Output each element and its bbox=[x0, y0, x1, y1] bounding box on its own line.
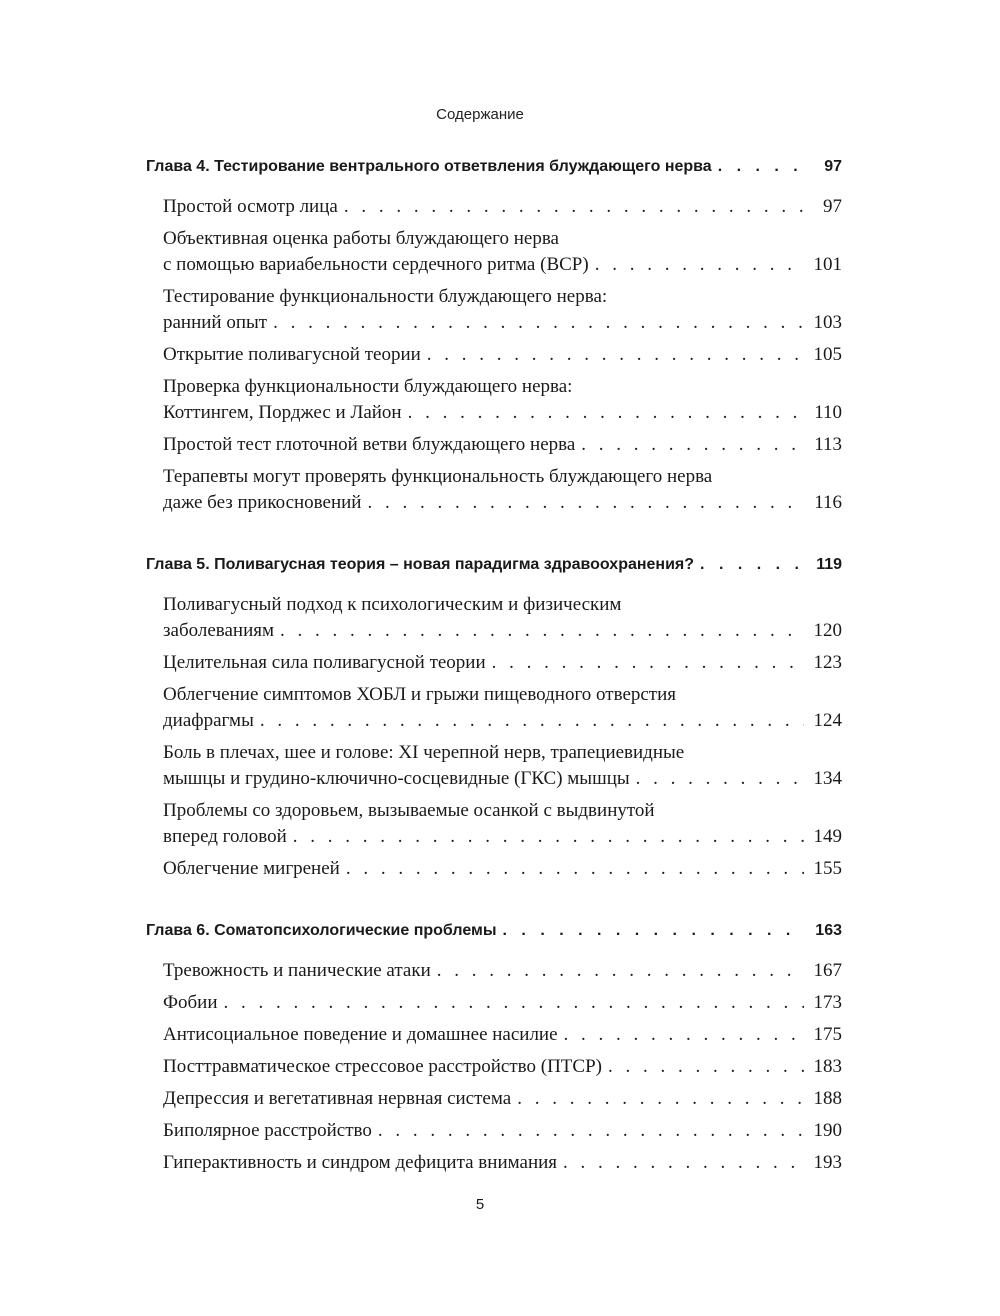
toc-entry-text: заболеваниям bbox=[163, 620, 275, 641]
toc-entry-page-number: 116 bbox=[814, 492, 842, 513]
toc-entry-text: Простой осмотр лица bbox=[163, 196, 338, 217]
table-of-contents bbox=[146, 158, 842, 1182]
toc-entry-text: мышцы и грудино-ключично-сосцевидные (ГКС) мышцы bbox=[163, 768, 630, 789]
toc-entry[interactable] bbox=[163, 1118, 842, 1144]
toc-entry-page-number: 193 bbox=[813, 1152, 842, 1173]
toc-entry-text: Тестирование функциональности блуждающего нерва: bbox=[163, 286, 608, 307]
toc-entry[interactable] bbox=[163, 650, 842, 676]
dot-leader bbox=[344, 194, 804, 220]
chapter-title: Глава 5. Поливагусная теория – новая парадигма здравоохранения? bbox=[146, 556, 695, 573]
page-header: Содержание bbox=[436, 106, 524, 123]
dot-leader bbox=[260, 708, 804, 734]
toc-entry[interactable] bbox=[163, 1150, 842, 1176]
chapter-page-number: 119 bbox=[816, 556, 842, 573]
toc-entry-text: Проверка функциональности блуждающего нерва: bbox=[163, 376, 573, 397]
toc-entry[interactable] bbox=[163, 1022, 842, 1048]
toc-entry-page-number: 103 bbox=[813, 312, 842, 333]
toc-entry-page-number: 173 bbox=[813, 992, 842, 1013]
chapter-block bbox=[146, 556, 842, 882]
toc-entry-page-number: 123 bbox=[813, 652, 842, 673]
dot-leader bbox=[437, 958, 804, 984]
chapter-page-number: 97 bbox=[824, 158, 842, 175]
toc-entry[interactable] bbox=[163, 958, 842, 984]
toc-entry-page-number: 101 bbox=[813, 254, 842, 275]
toc-entry-page-number: 188 bbox=[813, 1088, 842, 1109]
dot-leader bbox=[718, 158, 804, 176]
chapter-heading[interactable] bbox=[146, 158, 842, 184]
toc-entry-text: Целительная сила поливагусной теории bbox=[163, 652, 486, 673]
toc-entry[interactable] bbox=[163, 592, 842, 644]
toc-entry-text: Открытие поливагусной теории bbox=[163, 344, 421, 365]
toc-entry[interactable] bbox=[163, 990, 842, 1016]
toc-entry-page-number: 105 bbox=[813, 344, 842, 365]
toc-entry-text: Терапевты могут проверять функциональность блуждающего нерва bbox=[163, 466, 713, 487]
dot-leader bbox=[346, 856, 804, 882]
chapter-title: Глава 4. Тестирование вентрального ответвления блуждающего нерва bbox=[146, 158, 712, 175]
dot-leader bbox=[224, 990, 804, 1016]
chapter-heading[interactable] bbox=[146, 556, 842, 582]
toc-entry-page-number: 110 bbox=[814, 402, 842, 423]
dot-leader bbox=[293, 824, 804, 850]
toc-entry-text: Биполярное расстройство bbox=[163, 1120, 372, 1141]
toc-entry[interactable] bbox=[163, 342, 842, 368]
toc-entry[interactable] bbox=[163, 194, 842, 220]
dot-leader bbox=[280, 618, 803, 644]
toc-entry-text: Проблемы со здоровьем, вызываемые осанкой с выдвинутой bbox=[163, 800, 655, 821]
toc-entry-text: Коттингем, Порджес и Лайон bbox=[163, 402, 402, 423]
dot-leader bbox=[503, 922, 804, 940]
toc-entry-text: Боль в плечах, шее и голове: XI черепной нерв, трапециевидные bbox=[163, 742, 685, 763]
chapter-title: Глава 6. Соматопсихологические проблемы bbox=[146, 922, 497, 939]
toc-entry-text: Посттравматическое стрессовое расстройство (ПТСР) bbox=[163, 1056, 602, 1077]
toc-entry-text: Простой тест глоточной ветви блуждающего нерва bbox=[163, 434, 576, 455]
dot-leader bbox=[700, 556, 804, 574]
chapter-block bbox=[146, 922, 842, 1176]
toc-entry-text: с помощью вариабельности сердечного ритма (ВСР) bbox=[163, 254, 589, 275]
toc-entry-text: ранний опыт bbox=[163, 312, 268, 333]
dot-leader bbox=[564, 1022, 804, 1048]
toc-entry-page-number: 167 bbox=[813, 960, 842, 981]
toc-entry[interactable] bbox=[163, 432, 842, 458]
chapter-heading[interactable] bbox=[146, 922, 842, 948]
toc-entry[interactable] bbox=[163, 682, 842, 734]
chapter-page-number: 163 bbox=[815, 922, 842, 939]
dot-leader bbox=[636, 766, 804, 792]
dot-leader bbox=[492, 650, 804, 676]
toc-entry-text: вперед головой bbox=[163, 826, 287, 847]
toc-entry-text: Облегчение симптомов ХОБЛ и грыжи пищеводного отверстия bbox=[163, 684, 677, 705]
dot-leader bbox=[517, 1086, 803, 1112]
toc-entry[interactable] bbox=[163, 464, 842, 516]
toc-entry[interactable] bbox=[163, 740, 842, 792]
toc-entry-text: Облегчение мигреней bbox=[163, 858, 340, 879]
dot-leader bbox=[367, 490, 804, 516]
dot-leader bbox=[563, 1150, 803, 1176]
toc-entry-page-number: 134 bbox=[813, 768, 842, 789]
dot-leader bbox=[273, 310, 803, 336]
toc-entry[interactable] bbox=[163, 1086, 842, 1112]
toc-entry-page-number: 124 bbox=[813, 710, 842, 731]
dot-leader bbox=[581, 432, 804, 458]
toc-entry-page-number: 120 bbox=[813, 620, 842, 641]
toc-entry-text: Тревожность и панические атаки bbox=[163, 960, 431, 981]
dot-leader bbox=[378, 1118, 804, 1144]
toc-entry-page-number: 183 bbox=[813, 1056, 842, 1077]
toc-entry-page-number: 190 bbox=[813, 1120, 842, 1141]
toc-entry-text: Объективная оценка работы блуждающего нерва bbox=[163, 228, 559, 249]
toc-entry-text: Антисоциальное поведение и домашнее насилие bbox=[163, 1024, 558, 1045]
toc-entry[interactable] bbox=[163, 226, 842, 278]
toc-entry-text: Фобии bbox=[163, 992, 218, 1013]
toc-entry-page-number: 113 bbox=[814, 434, 842, 455]
toc-entry-text: даже без прикосновений bbox=[163, 492, 362, 513]
toc-entry-text: Депрессия и вегетативная нервная система bbox=[163, 1088, 512, 1109]
page-number: 5 bbox=[475, 1196, 485, 1213]
chapter-block bbox=[146, 158, 842, 516]
toc-entry-text: Поливагусный подход к психологическим и физическим bbox=[163, 594, 622, 615]
dot-leader bbox=[595, 252, 804, 278]
toc-entry-page-number: 155 bbox=[813, 858, 842, 879]
toc-entry-text: Гиперактивность и синдром дефицита внимания bbox=[163, 1152, 558, 1173]
toc-entry[interactable] bbox=[163, 374, 842, 426]
toc-entry[interactable] bbox=[163, 798, 842, 850]
toc-entry-text: диафрагмы bbox=[163, 710, 254, 731]
toc-entry-page-number: 175 bbox=[813, 1024, 842, 1045]
toc-entry[interactable] bbox=[163, 856, 842, 882]
dot-leader bbox=[408, 400, 804, 426]
dot-leader bbox=[427, 342, 804, 368]
toc-entry-page-number: 149 bbox=[813, 826, 842, 847]
dot-leader bbox=[608, 1054, 804, 1080]
toc-entry-page-number: 97 bbox=[823, 196, 842, 217]
toc-entry[interactable] bbox=[163, 1054, 842, 1080]
toc-entry[interactable] bbox=[163, 284, 842, 336]
